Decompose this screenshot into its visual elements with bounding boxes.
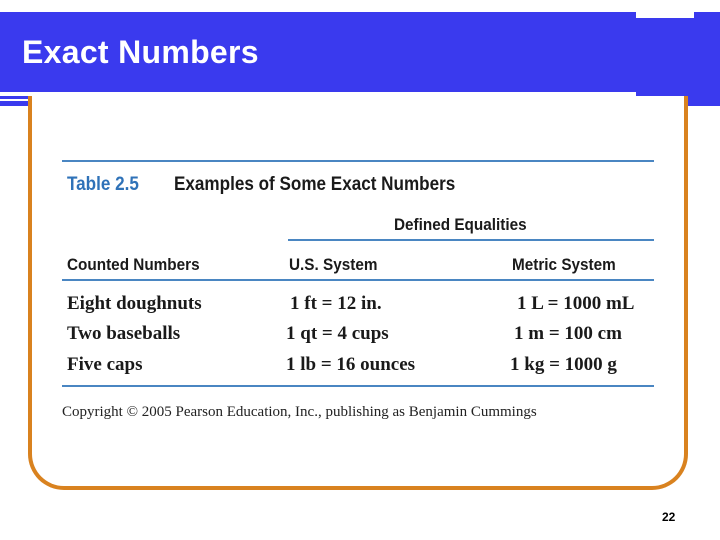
group-header-rule [288, 239, 654, 241]
column-header-counted: Counted Numbers [67, 255, 200, 274]
table-cell: Five caps [67, 354, 143, 375]
title-band-notch [636, 12, 694, 18]
column-header-metric: Metric System [512, 255, 616, 274]
table-label: Table 2.5 [67, 174, 139, 195]
table-cell: Eight doughnuts [67, 293, 202, 314]
table-cell: 1 L = 1000 mL [517, 293, 635, 314]
table-title: Examples of Some Exact Numbers [174, 174, 456, 195]
exact-numbers-table [60, 160, 654, 430]
page-number: 22 [662, 510, 676, 524]
table-cell: 1 m = 100 cm [514, 323, 622, 344]
table-top-rule [62, 160, 654, 162]
column-header-us: U.S. System [289, 255, 378, 274]
table-cell: 1 lb = 16 ounces [286, 354, 416, 375]
slide-title: Exact Numbers [22, 34, 259, 70]
column-header-rule [62, 279, 654, 281]
table-cell: 1 kg = 1000 g [510, 354, 617, 375]
copyright-notice: Copyright © 2005 Pearson Education, Inc., publishing as Benjamin Cummings [62, 404, 537, 420]
table-cell: 1 ft = 12 in. [290, 293, 382, 314]
group-header: Defined Equalities [394, 215, 527, 234]
table-cell: 1 qt = 4 cups [286, 323, 389, 344]
table-cell: Two baseballs [67, 323, 181, 344]
table-bottom-rule [62, 385, 654, 387]
